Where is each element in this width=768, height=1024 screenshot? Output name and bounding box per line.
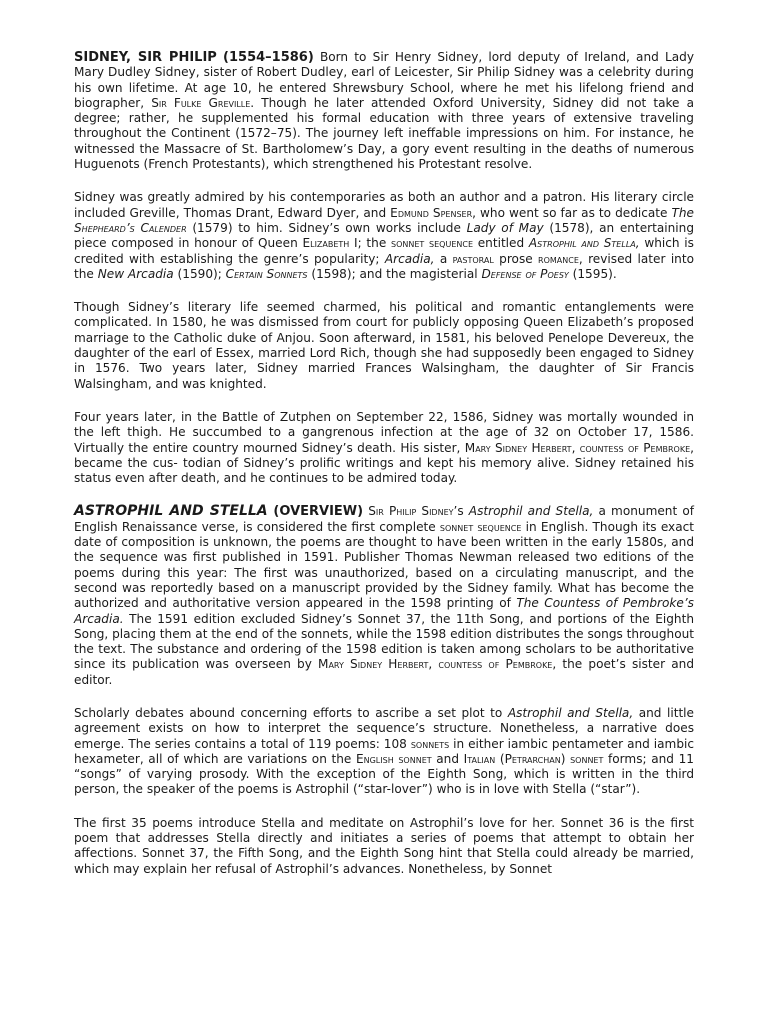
paragraph-entanglements: Though Sidney’s literary life seemed charmed, his political and romantic entanglements were complicated. In 1580, he was dismissed from court for publicly opposing Queen Elizabeth’s proposed marriage to the Catholic duke of Anjou. Soon afterward, in 1581, his beloved Penelope Devereux, the daughter of the earl of Essex, married Lord Rich, though she had supposedly been engaged to Sidney in 1576. Two years later, Sidney married Frances Walsingham, the daughter of Sir Francis Walsingham, and was knighted. <box>74 300 694 391</box>
text-run: (1595). <box>568 266 617 281</box>
paragraph-structure <box>74 706 694 798</box>
cross-reference: Elizabeth I <box>302 236 358 251</box>
text-run: in either iambic pentameter and iambic hexameter, all of which are variations on the <box>74 736 695 766</box>
text-run: ; the <box>357 236 392 251</box>
work-title: Lady of May <box>466 220 544 235</box>
text-run: in English. Though its exact date of composition is unknown, the poems are thought to have been written in the early 1580s, and the sequence was first published in 1591. Publisher Thomas Newman released two editions of the poems during this year: The first was unauthorized, based on a circulating manuscript, and the second was reportedly based on a manuscript provided by the Sidney family. What has become the authorized and authoritative version appeared in the 1598 printing of <box>74 519 694 611</box>
text-run: which is credited with establishing the genre’s popularity; <box>74 236 694 266</box>
text-run: and <box>431 751 464 766</box>
work-title: The <box>671 205 694 220</box>
cross-reference: Sir Fulke Greville <box>151 95 251 110</box>
cross-reference: Mary Sidney Herbert, countess of Pembroke <box>464 440 691 455</box>
cross-reference: sonnet sequence <box>439 519 522 534</box>
cross-reference: Edmund Spenser <box>390 205 473 220</box>
text-run: a monument of English Renaissance verse, is considered the first complete <box>74 504 694 534</box>
cross-reference: pastoral <box>452 251 494 266</box>
entry-heading-astrophil: ASTROPHIL AND STELLA <box>74 503 268 520</box>
work-title-crossref: Defense of Poesy <box>481 266 569 281</box>
work-title: Astrophil and Stella, <box>468 504 594 519</box>
work-title: The Countess of Pembroke’s Arcadia. <box>74 596 694 626</box>
work-title: Arcadia, <box>384 251 435 266</box>
text-run: forms; and 11 “songs” of varying prosody. With the exception of the Eighth Song, which is written in the third person, the speaker of the poems is Astrophil (“star-lover”) who is in love with Stella (“star”). <box>74 751 694 797</box>
paragraph-first-poems: The first 35 poems introduce Stella and meditate on Astrophil’s love for her. Sonnet 36 is the first poem that addresses Stella directly and initiates a series of poems that attempt to obtain her affections. Sonnet 37, the Fifth Song, and the Eighth Song hint that Stella could already be married, which may explain her refusal of Astrophil’s advances. Nonetheless, by Sonnet <box>74 815 694 876</box>
text-run: Born to Sir Henry Sidney, lord deputy of Ireland, and Lady Mary Dudley Sidney, sister of Robert Dudley, earl of Leicester, Sir Philip Sidney was a celebrity during his own lifetime. At age 10, he entered Shrewsbury School, where he met his lifelong friend and biographer, <box>74 50 694 110</box>
entry-heading-sidney: SIDNEY, SIR PHILIP <box>74 50 217 65</box>
cross-reference: romance <box>538 251 579 266</box>
paragraph-astrophil-overview <box>74 504 694 688</box>
text-run: , the poet’s sister and editor. <box>74 657 694 687</box>
work-title-crossref: Shepheard’s Calender <box>74 220 187 235</box>
text-run: (1598); and the magisterial <box>307 266 482 281</box>
text-run: prose <box>493 251 539 266</box>
text-run: ’s <box>453 504 469 519</box>
text-run: Four years later, in the Battle of Zutphen on September 22, 1586, Sidney was mortally wounded in the left thigh. He succumbed to a gangrenous infection at the age of 32 on October 17, 1586. Virtually the entire country mourned Sidney’s death. His sister, <box>74 409 694 455</box>
text-run: (1579) to him. Sidney’s own works include <box>186 220 467 235</box>
paragraph-death <box>74 410 694 486</box>
text-run: . Though he later attended Oxford University, Sidney did not take a degree; rather, he supplemented his formal education with three years of extensive traveling throughout the Continent (1572–75). The journey left ineffable impressions on him. For instance, he witnessed the Massacre of St. Bartholomew’s Day, a gory event resulting in the deaths of numerous Huguenots (French Protestants), which strengthened his Protestant resolve. <box>74 95 694 172</box>
text-run: Sidney was greatly admired by his contemporaries as both an author and a patron. His literary circle included Greville, Thomas Drant, Edward Dyer, and <box>74 190 694 220</box>
paragraph-literary-circle <box>74 190 694 282</box>
text-run: The 1591 edition excluded Sidney’s Sonnet 37, the 11th Song, and portions of the Eighth Song, placing them at the end of the sonnets, while the 1598 edition distributes the songs throughout the text. The substance and ordering of the 1598 edition is taken among scholars to be authoritative since its publication was overseen by <box>74 611 694 672</box>
text-run: , became the cus- todian of Sidney’s prolific writings and kept his memory alive. Sidney retained his status even after death, and he continues to be admired today. <box>74 440 694 486</box>
work-title: Astrophil and Stella, <box>507 705 634 720</box>
cross-reference: Italian (Petrarchan) sonnet <box>463 751 604 766</box>
work-title: New Arcadia <box>97 266 174 281</box>
cross-reference: sonnets <box>410 736 450 751</box>
text-run: Scholarly debates abound concerning efforts to ascribe a set plot to <box>74 705 508 720</box>
entry-heading-overview: (OVERVIEW) <box>267 504 364 520</box>
text-run: , who went so far as to dedicate <box>472 205 672 220</box>
cross-reference: English sonnet <box>355 751 432 766</box>
text-run: and little agreement exists on how to interpret the sequence’s structure. Nonetheless, a narrative does emerge. The series contains a total of 119 poems: 108 <box>74 705 694 751</box>
cross-reference: sonnet sequence <box>391 236 473 251</box>
cross-reference: Sir Philip Sidney <box>368 504 454 519</box>
cross-reference: Mary Sidney Herbert, countess of Pembroke <box>318 657 553 672</box>
entry-dates: (1554–1586) <box>223 50 314 65</box>
work-title-crossref: Certain Sonnets <box>225 266 308 281</box>
paragraph-sidney-bio <box>74 50 694 172</box>
text-run: (1578), an entertaining piece composed in honour of Queen <box>74 220 694 251</box>
work-title-crossref: Astrophil and Stella, <box>528 236 640 251</box>
text-run: (1590); <box>173 266 226 281</box>
text-run: entitled <box>473 236 529 251</box>
text-run: , revised later into the <box>74 251 694 281</box>
text-run: a <box>434 251 453 266</box>
